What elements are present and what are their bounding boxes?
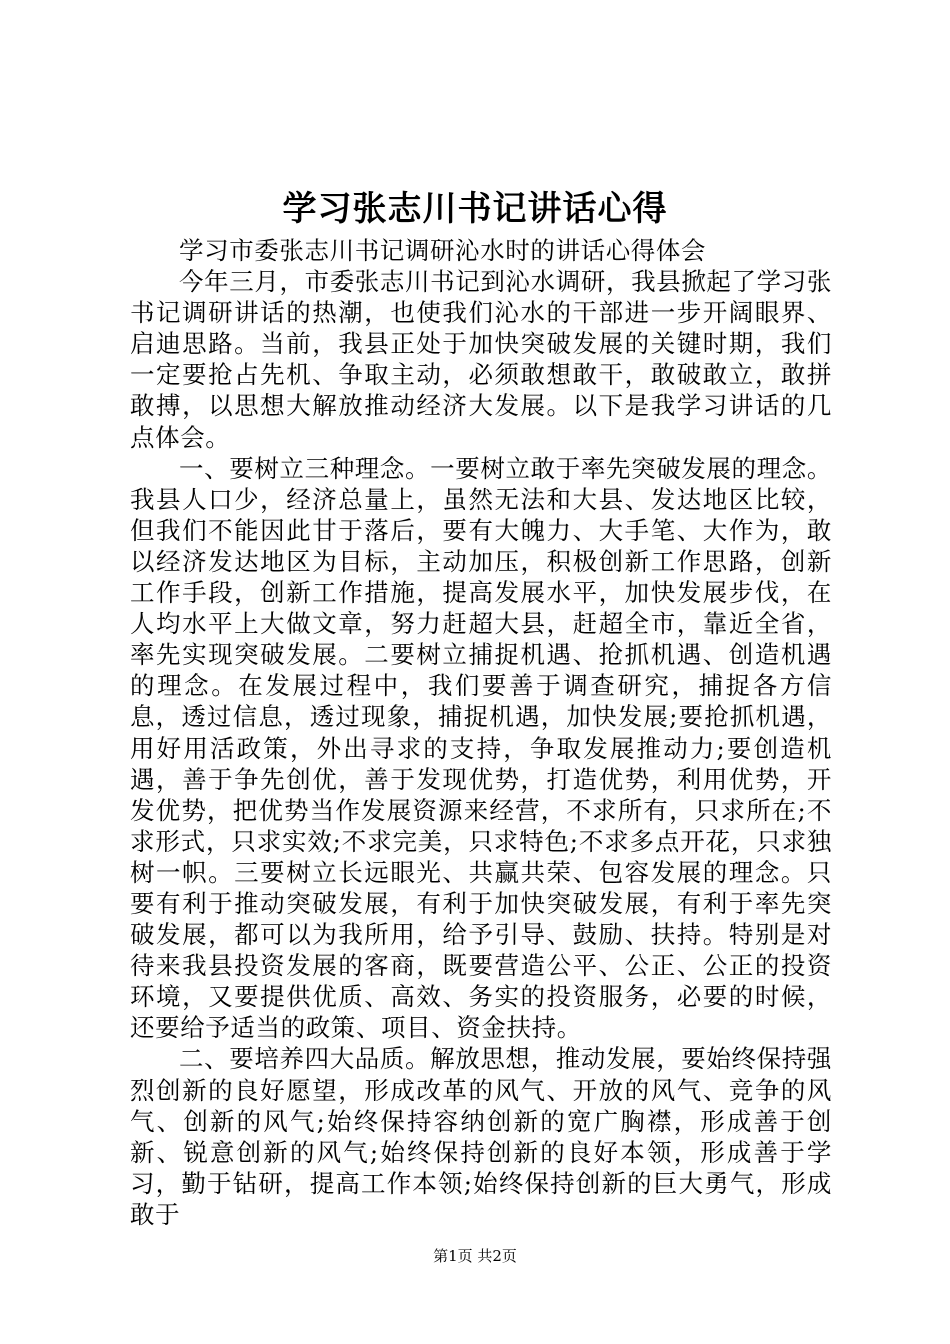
page-footer: 第1页 共2页 — [433, 1247, 517, 1265]
section-one-paragraph: 一、要树立三种理念。一要树立敢于率先突破发展的理念。我县人口少，经济总量上，虽然无法和大县、发达地区比较，但我们不能因此甘于落后，要有大魄力、大手笔、大作为，敢以经济发达地区为目标，主动加压，积极创新工作思路，创新工作手段，创新工作措施，提高发展水平，加快发展步伐，在人均水平上大做文章，努力赶超大县，赶超全市，靠近全省，率先实现突破发展。二要树立捕捉机遇、抢抓机遇、创造机遇的理念。在发展过程中，我们要善于调查研究，捕捉各方信息，透过信息，透过现象，捕捉机遇，加快发展;要抢抓机遇，用好用活政策，外出寻求的支持，争取发展推动力;要创造机遇，善于争先创优，善于发现优势，打造优势，利用优势，开发优势，把优势当作发展资源来经营，不求所有，只求所在;不求形式，只求实效;不求完美，只求特色;不求多点开花，只求独树一帜。三要树立长远眼光、共赢共荣、包容发展的理念。只要有利于推动突破发展，有利于加快突破发展，有利于率先突破发展，都可以为我所用，给予引导、鼓励、扶持。特别是对待来我县投资发展的客商，既要营造公平、公正、公正的投资环境，又要提供优质、高效、务实的投资服务，必要的时候，还要给予适当的政策、项目、资金扶持。 — [130, 453, 832, 1043]
section-two-paragraph: 二、要培养四大品质。解放思想，推动发展，要始终保持强烈创新的良好愿望，形成改革的风气、开放的风气、竞争的风气、创新的风气;始终保持容纳创新的宽广胸襟，形成善于创新、锐意创新的风气;始终保持创新的良好本领，形成善于学习，勤于钻研，提高工作本领;始终保持创新的巨大勇气，形成敢于 — [130, 1044, 832, 1229]
document-title: 学习张志川书记讲话心得 — [282, 189, 668, 229]
subtitle-paragraph: 学习市委张志川书记调研沁水时的讲话心得体会 — [179, 236, 707, 265]
document-body — [130, 235, 832, 1230]
intro-paragraph: 今年三月，市委张志川书记到沁水调研，我县掀起了学习张书记调研讲话的热潮，也使我们沁水的干部进一步开阔眼界、启迪思路。当前，我县正处于加快突破发展的关键时期，我们一定要抢占先机、争取主动，必须敢想敢干，敢破敢立，敢拼敢搏，以思想大解放推动经济大发展。以下是我学习讲话的几点体会。 — [130, 267, 832, 452]
